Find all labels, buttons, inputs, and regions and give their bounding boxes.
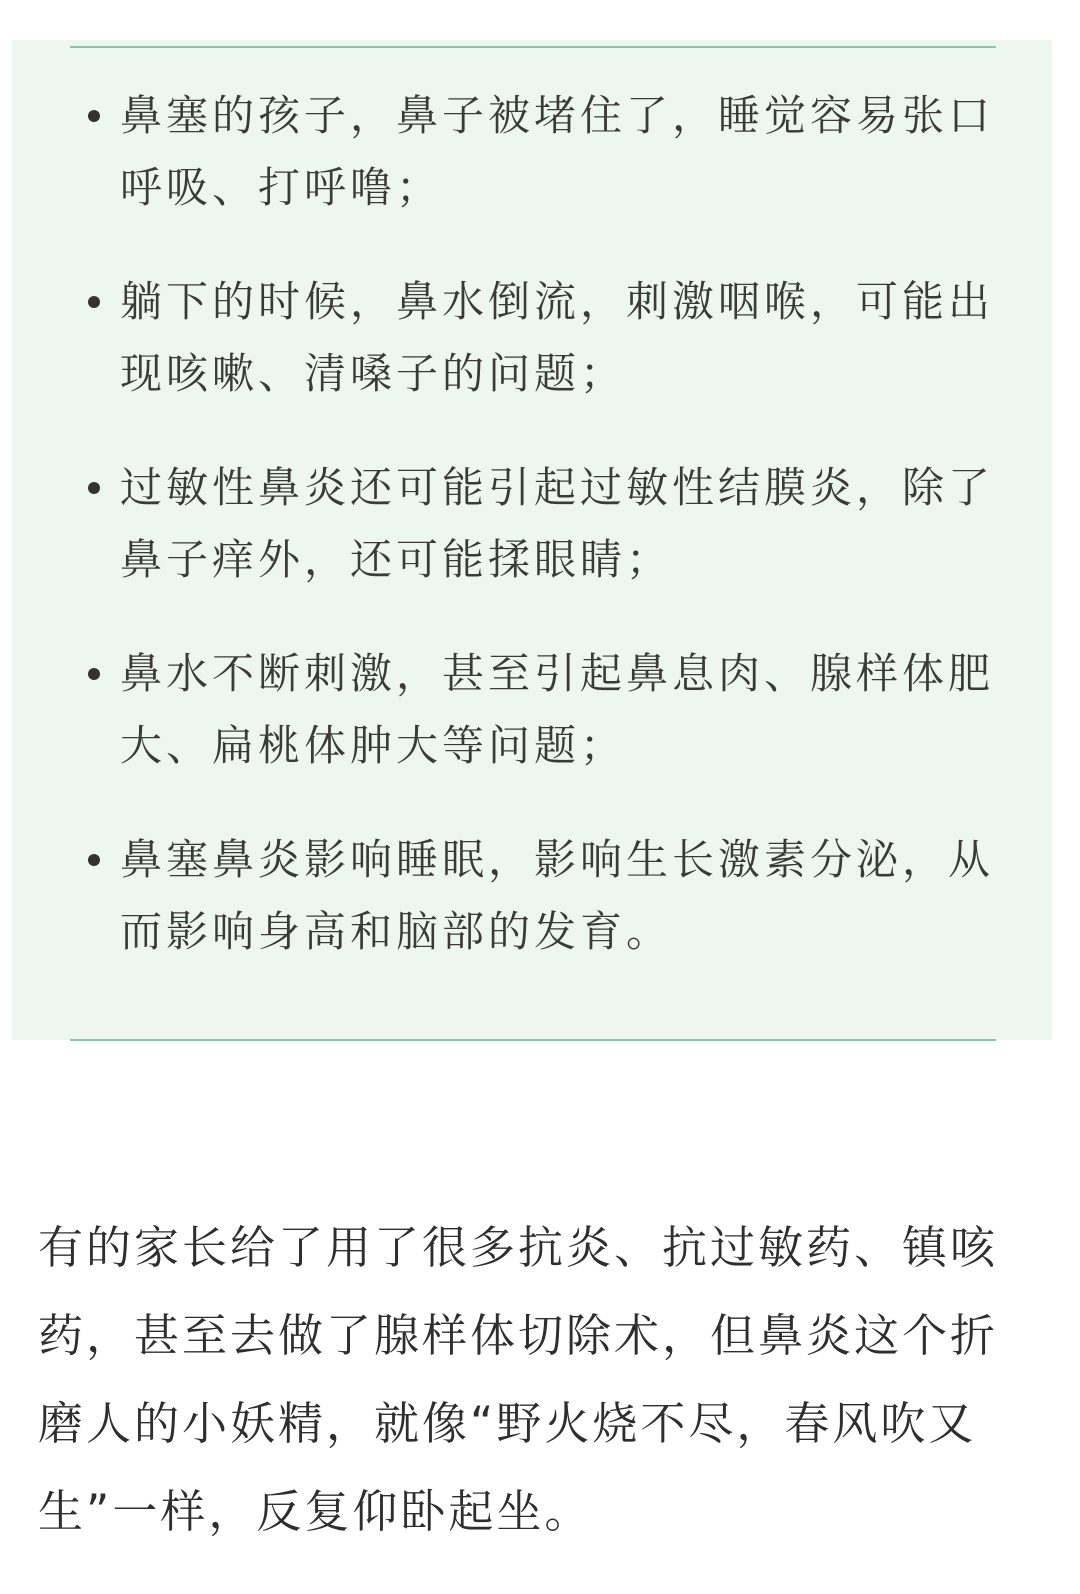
list-item xyxy=(84,266,1000,410)
list-item-text: 过敏性鼻炎还可能引起过敏性结膜炎，除了鼻子痒外，还可能揉眼睛； xyxy=(120,463,995,584)
list-item xyxy=(84,638,1000,782)
callout-bottom-rule xyxy=(70,1039,996,1041)
list-item-text: 鼻塞鼻炎影响睡眠，影响生长激素分泌，从而影响身高和脑部的发育。 xyxy=(120,835,995,956)
list-item-text: 鼻水不断刺激，甚至引起鼻息肉、腺样体肥大、扁桃体肿大等问题； xyxy=(120,649,995,770)
list-item-text: 鼻塞的孩子，鼻子被堵住了，睡觉容易张口呼吸、打呼噜； xyxy=(120,91,995,212)
bullet-dot-icon xyxy=(88,110,100,122)
bullet-dot-icon xyxy=(88,482,100,494)
list-item xyxy=(84,452,1000,596)
list-item-text: 躺下的时候，鼻水倒流，刺激咽喉，可能出现咳嗽、清嗓子的问题； xyxy=(120,277,995,398)
body-paragraph: 有的家长给了用了很多抗炎、抗过敏药、镇咳药，甚至去做了腺样体切除术，但鼻炎这个折磨人的小妖精，就像“野火烧不尽，春风吹又生”一样，反复仰卧起坐。 xyxy=(38,1221,999,1538)
symptom-list xyxy=(84,80,1000,1010)
bullet-dot-icon xyxy=(88,296,100,308)
callout-top-rule xyxy=(70,46,996,48)
bullet-dot-icon xyxy=(88,668,100,680)
list-item xyxy=(84,80,1000,224)
list-item xyxy=(84,824,1000,968)
bullet-dot-icon xyxy=(88,854,100,866)
